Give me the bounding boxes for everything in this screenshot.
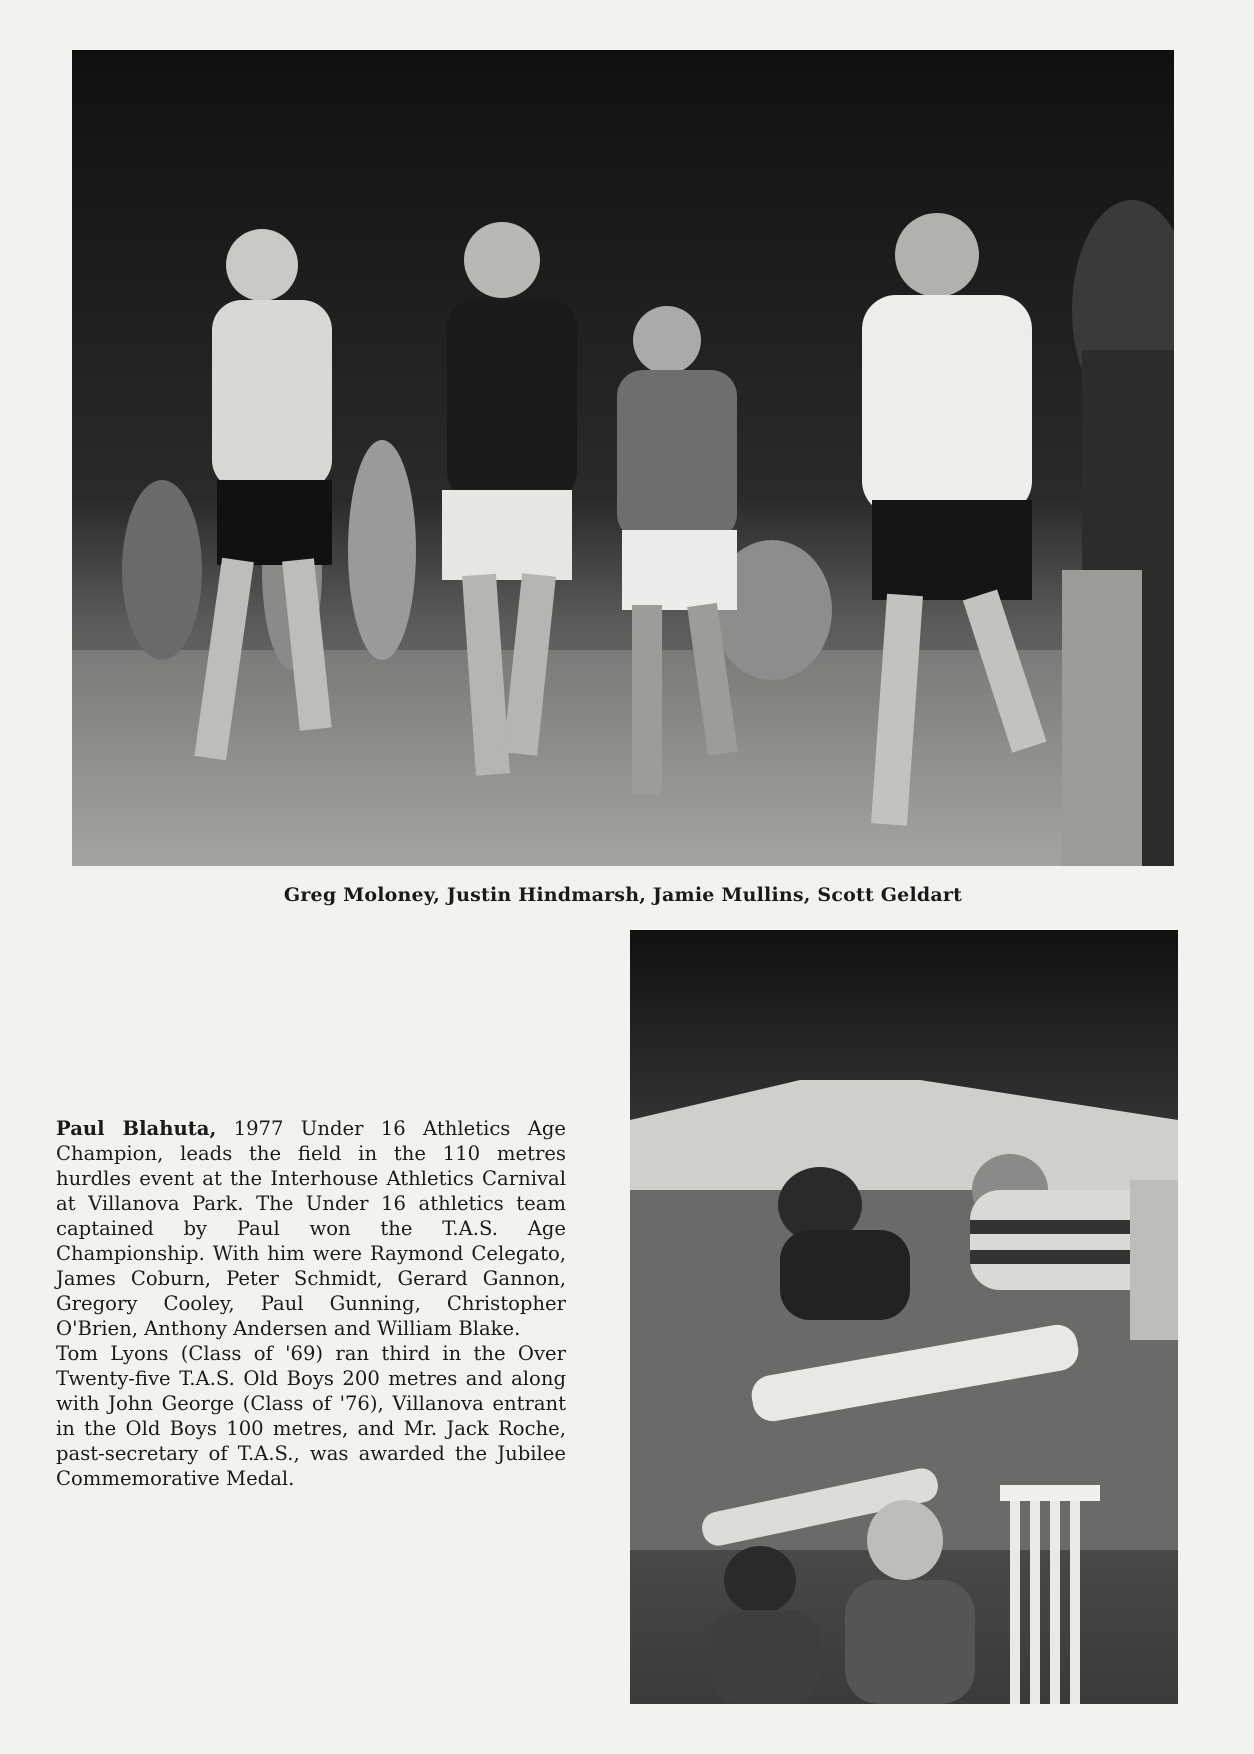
hurdles-photo-illustration	[630, 930, 1178, 1704]
runners-photo	[72, 50, 1174, 866]
runners-photo-illustration	[72, 50, 1174, 866]
article-text	[56, 1116, 566, 1491]
hurdles-photo	[630, 930, 1178, 1704]
article-paragraph-1	[56, 1116, 566, 1341]
article-paragraph-2: Tom Lyons (Class of '69) ran third in the Over Twenty-five T.A.S. Old Boys 200 metres and along with John George (Class of '76), Villanova entrant in the Old Boys 100 metres, and Mr. Jack Roche, past-secretary of T.A.S., was awarded the Jubilee Commemorative Medal.	[56, 1342, 566, 1490]
article-paragraph-1-text: 1977 Under 16 Athletics Age Champion, leads the field in the 110 metres hurdles event at the Interhouse Athletics Carnival at Villanova Park. The Under 16 athletics team captained by Paul won the T.A.S. Age Championship. With him were Raymond Celegato, James Coburn, Peter Schmidt, Gerard Gannon, Gregory Cooley, Paul Gunning, Christopher O'Brien, Anthony Andersen and William Blake.	[56, 1117, 566, 1340]
article-lead-name: Paul Blahuta,	[56, 1117, 217, 1140]
top-photo-caption: Greg Moloney, Justin Hindmarsh, Jamie Mullins, Scott Geldart	[283, 884, 963, 906]
